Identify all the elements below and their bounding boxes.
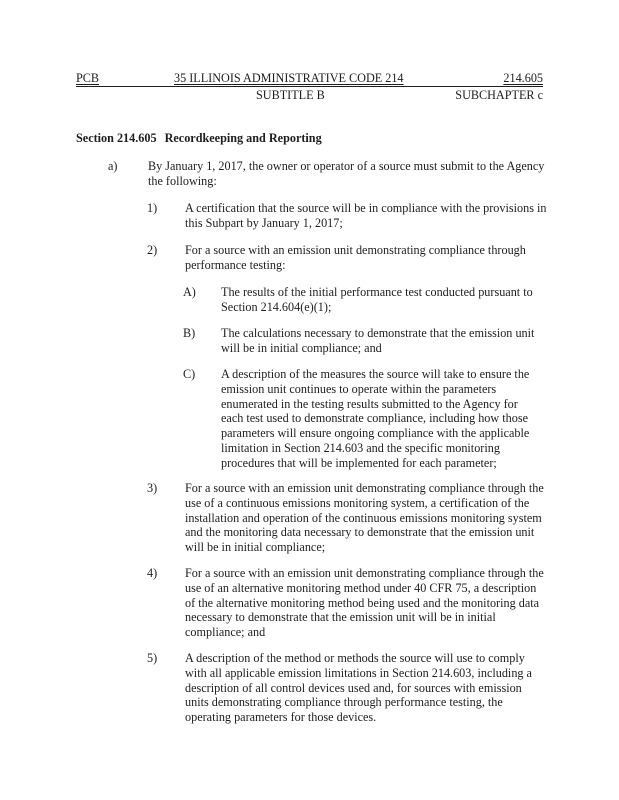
item-text: A certification that the source will be in compliance with the provisions in this Subpart by January 1, 2017; (185, 201, 547, 230)
header-code-title: 35 ILLINOIS ADMINISTRATIVE CODE 214 (174, 71, 404, 85)
item-label: 5) (147, 651, 158, 665)
item-label: 3) (147, 481, 158, 495)
section-title: Recordkeeping and Reporting (164, 131, 322, 145)
header-rule (76, 86, 543, 87)
header-subtitle: SUBTITLE B (256, 88, 325, 102)
item-label: 4) (147, 566, 158, 580)
subitem-label: B) (183, 326, 196, 340)
item-label: 1) (147, 201, 158, 215)
header-subline (76, 88, 543, 103)
subitem-label: C) (183, 367, 196, 381)
subitem-text: The results of the initial performance test conducted pursuant to Section 214.604(e)(1); (221, 285, 533, 314)
header-subchapter: SUBCHAPTER c (455, 88, 543, 102)
item-label: 2) (147, 243, 158, 257)
item-text: For a source with an emission unit demonstrating compliance through performance testing: (185, 243, 526, 272)
section-heading (76, 131, 322, 146)
subitem-text: The calculations necessary to demonstrate that the emission unit will be in initial compliance; and (221, 326, 535, 355)
subitem-text: A description of the measures the source will take to ensure the emission unit continues to operate within the parameters enumerated in the testing results submitted to the Agency for each test used to demonstrate compliance, including how those parameters will ensure ongoing compliance with the applicable limitation in Section 214.603 and the specific monitoring procedures that will be implemented for each parameter; (221, 367, 530, 470)
item-text: For a source with an emission unit demonstrating compliance through the use of an alternative monitoring method under 40 CFR 75, a description of the alternative monitoring method being used and the monitoring data necessary to demonstrate that the emission unit will be in initial compliance; and (185, 566, 544, 640)
page-header (76, 71, 543, 102)
item-text: A description of the method or methods the source will use to comply with all applicable emission limitations in Section 214.603, including a description of all control devices used and, for sources with emission units demonstrating compliance through performance testing, the operating parameters for those devices. (185, 651, 532, 725)
header-section-number: 214.605 (503, 71, 543, 85)
section-number: Section 214.605 (76, 131, 157, 145)
subsection-a-label: a) (108, 159, 118, 173)
item-text: For a source with an emission unit demonstrating compliance through the use of a continuous emissions monitoring system, a certification of the installation and operation of the continuous emissions monitoring system and the monitoring data necessary to demonstrate that the emission unit will be in initial compliance; (185, 481, 544, 555)
header-line (76, 71, 543, 86)
subsection-a-text: By January 1, 2017, the owner or operator of a source must submit to the Agency the following: (148, 159, 545, 188)
header-agency: PCB (76, 71, 100, 85)
subitem-label: A) (183, 285, 196, 299)
